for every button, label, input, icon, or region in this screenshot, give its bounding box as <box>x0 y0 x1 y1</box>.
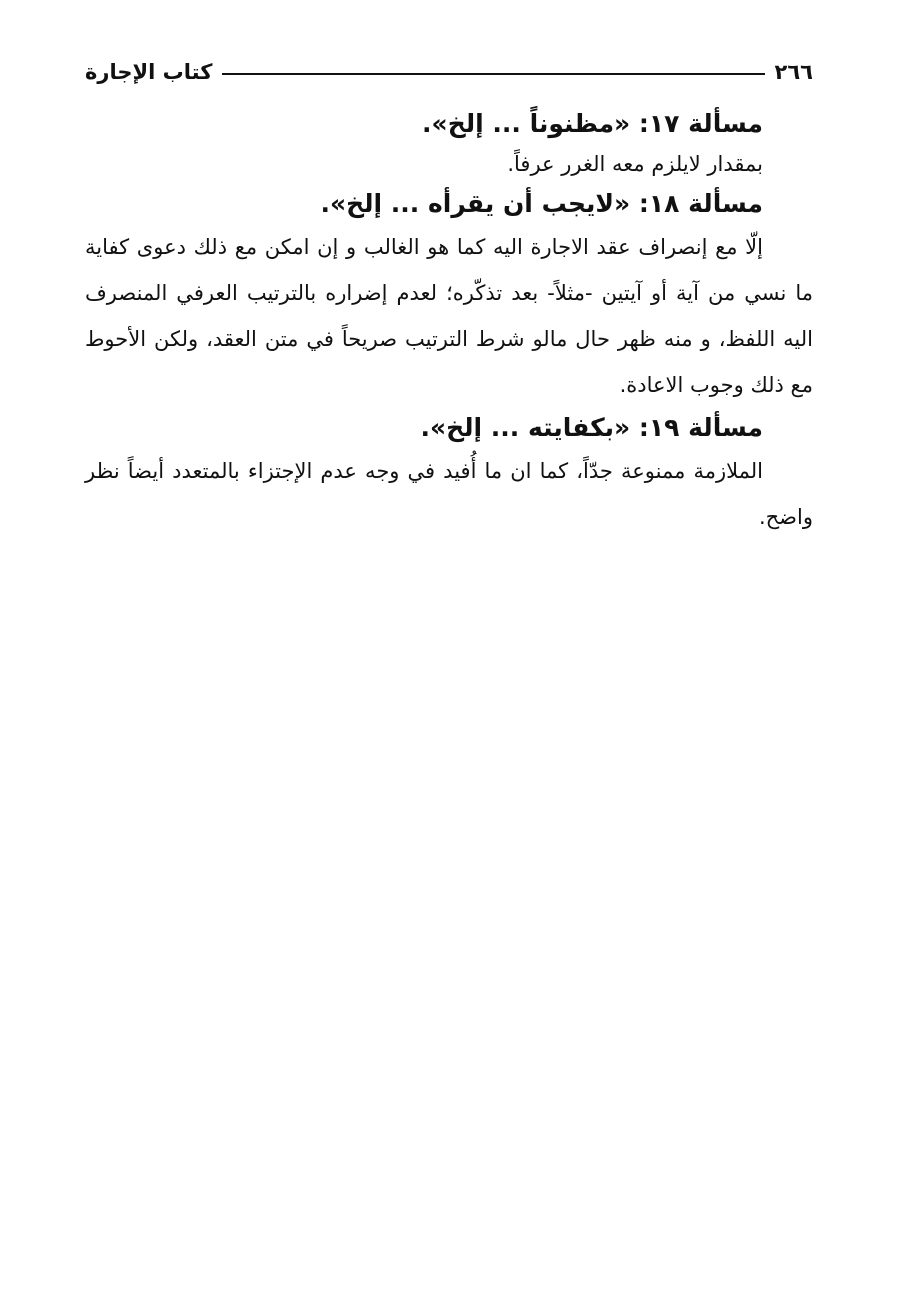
issue-18-heading: مسألة ١٨: «لايجب أن يقرأه ... إلخ». <box>320 189 763 218</box>
issue-19-heading: مسألة ١٩: «بكفايته ... إلخ». <box>420 413 763 442</box>
header-rule <box>222 73 764 75</box>
page-number: ٢٦٦ <box>774 60 813 84</box>
issue-18-body: إلّا مع إنصراف عقد الاجارة اليه كما هو الغالب و إن امكن مع ذلك دعوى كفاية ما نسي من آية أو آيتين -مثلاً- بعد تذكّره؛ لعدم إضراره بالترتيب العرفي المنصرف اليه اللفظ، و منه ظهر حال مالو شرط الترتيب صريحاً في متن العقد، ولكن الأحوط مع ذلك وجوب الاعادة. <box>85 235 813 397</box>
page-content <box>85 104 813 540</box>
issue-17-heading: مسألة ١٧: «مظنوناً ... إلخ». <box>422 109 763 138</box>
issue-19-body: الملازمة ممنوعة جدّاً، كما ان ما أُفيد في وجه عدم الإجتزاء بالمتعدد أيضاً نظر واضح. <box>85 459 813 529</box>
running-header <box>85 57 813 87</box>
book-title: كتاب الإجارة <box>85 60 213 84</box>
issue-17-body: بمقدار لايلزم معه الغرر عرفاً. <box>507 152 763 176</box>
